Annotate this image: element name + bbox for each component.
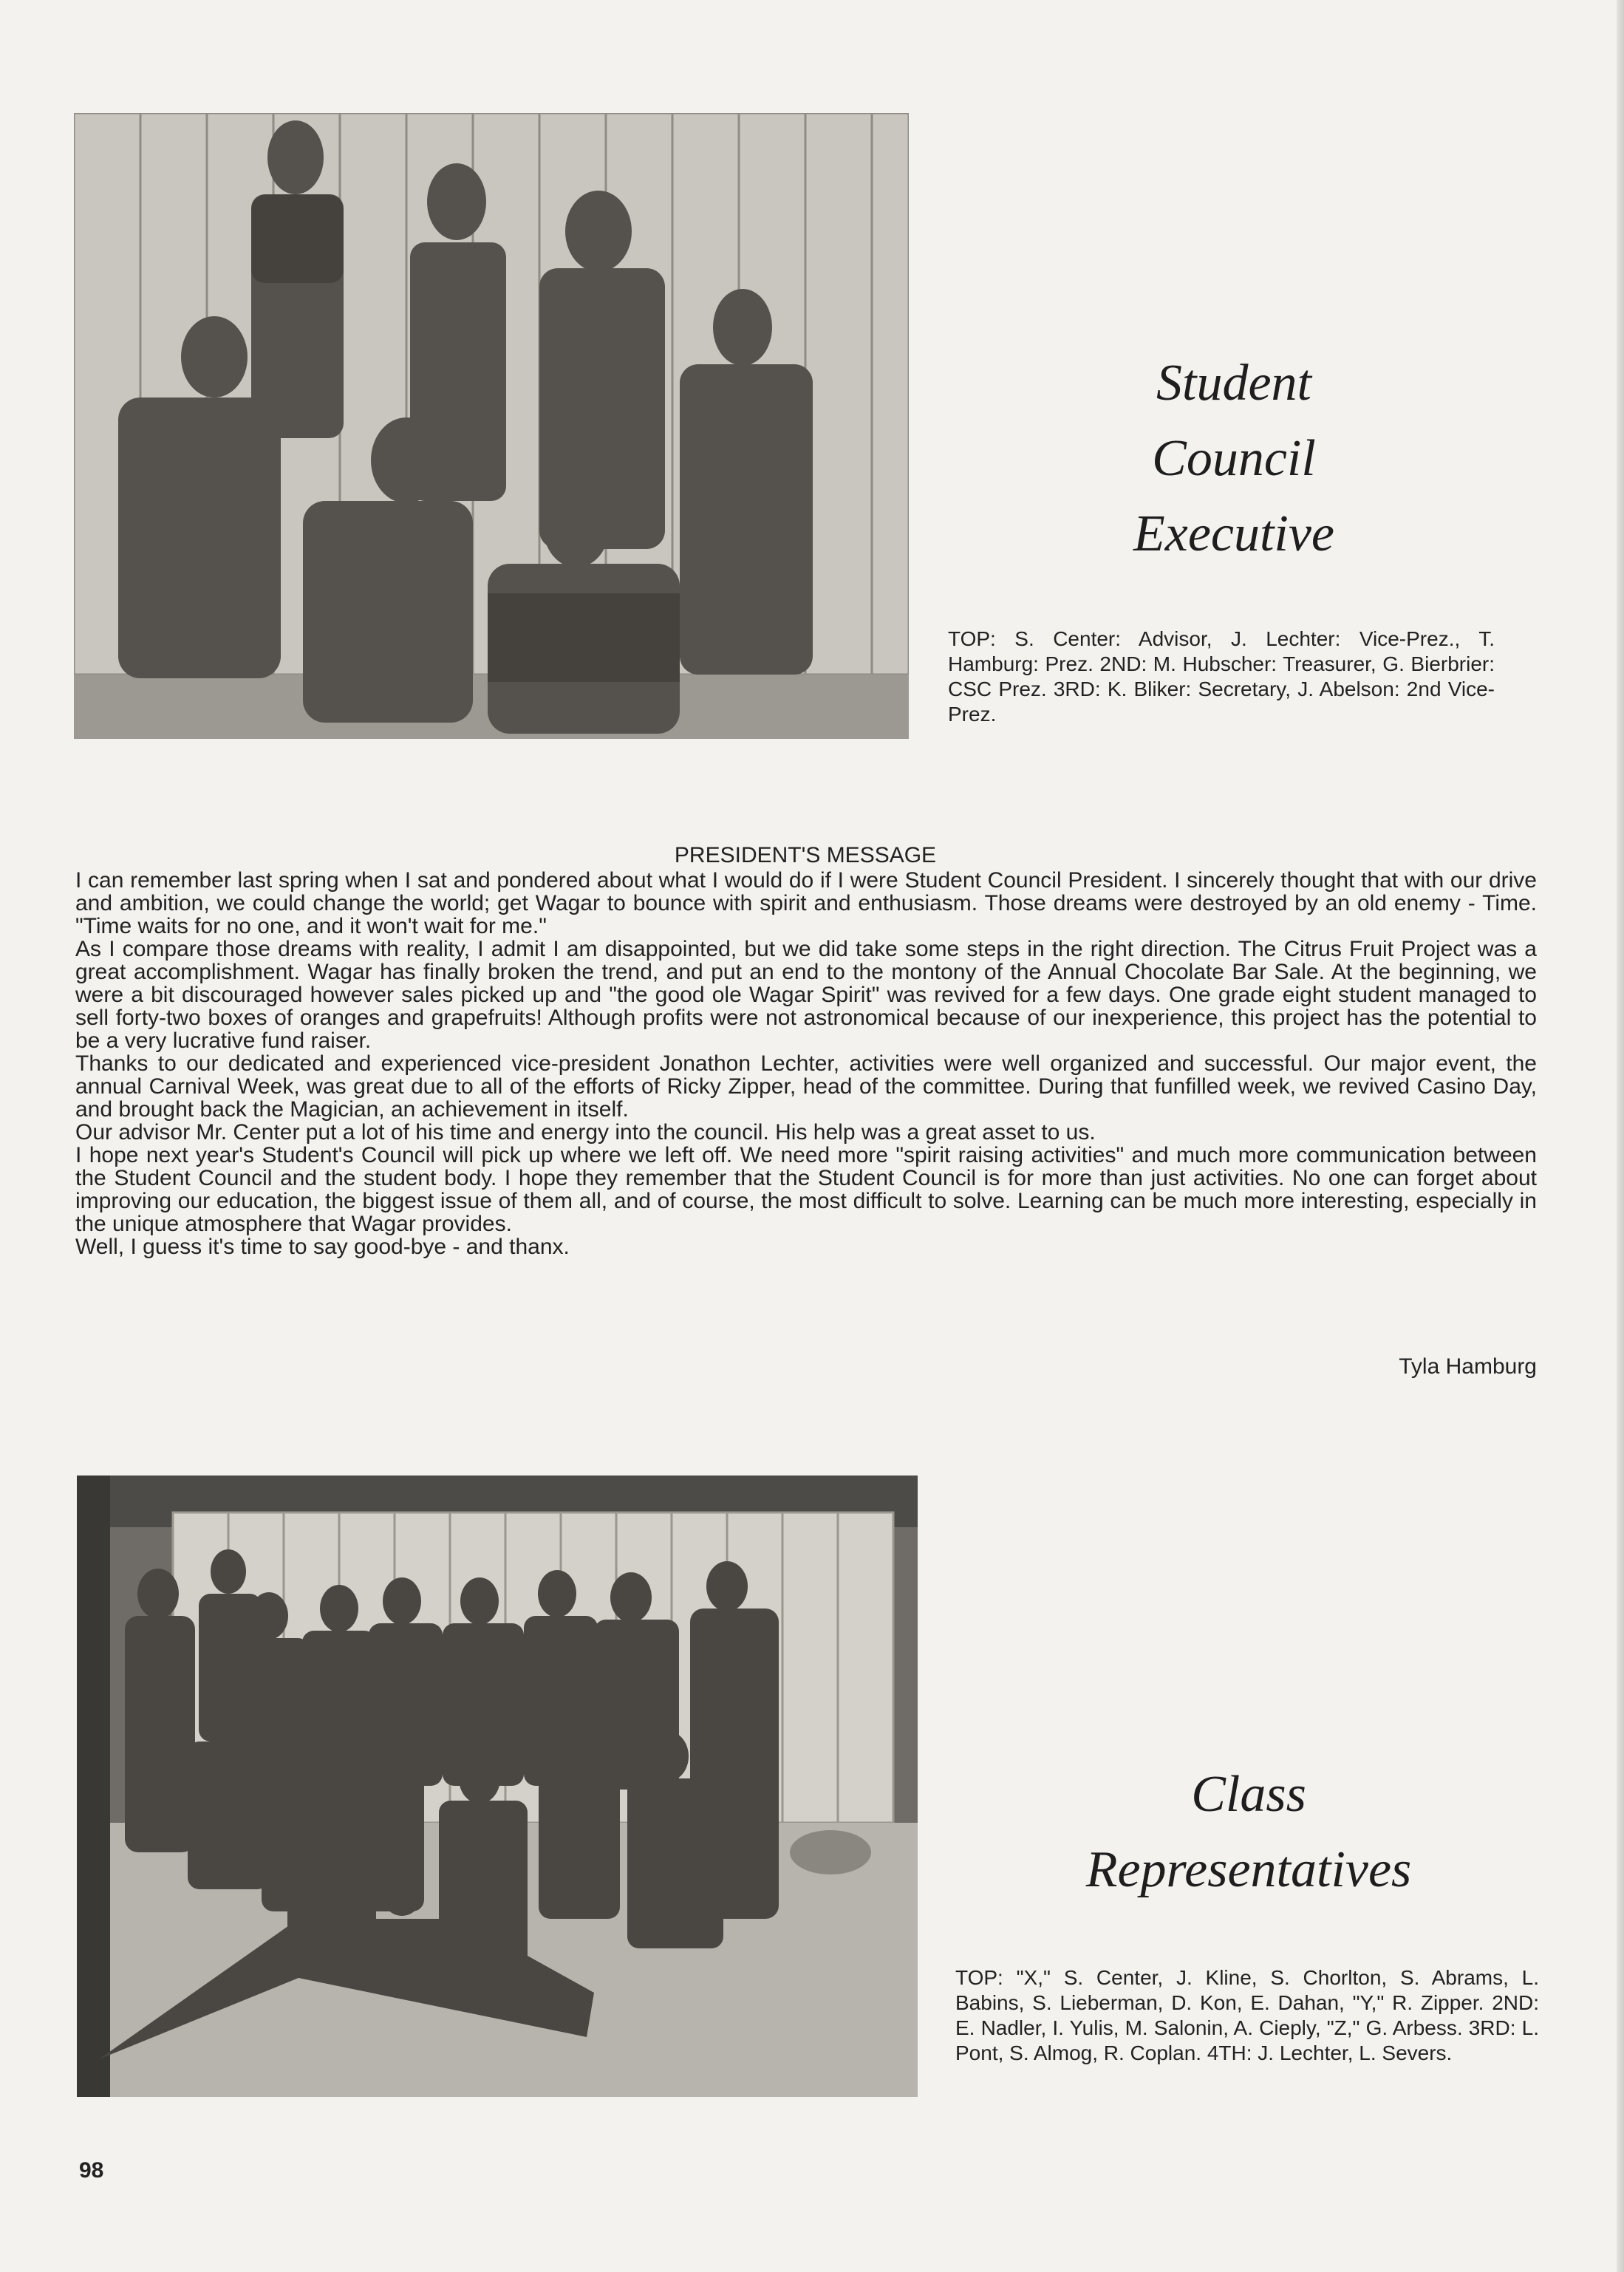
- heading-line: Executive: [1133, 505, 1334, 562]
- message-paragraph: I can remember last spring when I sat and pondered about what I would do if I were Student Council President. I sincerely thought that with our drive and ambition, we could change the world; get Wagar to bounce with spirit and enthusiasm. Those dreams were destroyed by an old enemy - Time. "Time waits for no one, and it won't wait for me.": [75, 868, 1537, 938]
- message-paragraph: Well, I guess it's time to say good-bye - and thanx.: [75, 1235, 570, 1259]
- presidents-message-title: PRESIDENT'S MESSAGE: [674, 843, 937, 867]
- message-paragraph: As I compare those dreams with reality, I admit I am disappointed, but we did take some steps in the right direction. The Citrus Fruit Project was a great accomplishment. Wagar has finally broken the trend, and put an end to the montony of the Annual Chocolate Bar Sale. At the beginning, we were a bit discouraged however sales picked up and "the good ole Wagar Spirit" was revived for a few days. One grade eight student managed to sell forty-two boxes of oranges and grapefruits! Although profits were not astronomical because of our inexperience, this project has the potential to be a very lucrative fund raiser.: [75, 937, 1537, 1053]
- page-edge: [1617, 0, 1624, 2272]
- heading-line: Council: [1152, 430, 1316, 487]
- presidents-message-body: [75, 869, 1537, 1258]
- class-representatives-heading: [1012, 1757, 1485, 1908]
- message-paragraph: Thanks to our dedicated and experienced vice-president Jonathon Lechter, activities were well organized and successful. Our major event, the annual Carnival Week, was great due to all of the efforts of Ricky Zipper, head of the committee. During that funfilled week, we revived Casino Day, and brought back the Magician, an achievement in itself.: [75, 1051, 1537, 1122]
- heading-line: Class: [1191, 1766, 1306, 1823]
- heading-line: Representatives: [1085, 1841, 1412, 1898]
- message-signature: Tyla Hamburg: [1399, 1354, 1537, 1379]
- student-council-caption: TOP: S. Center: Advisor, J. Lechter: Vice-Prez., T. Hamburg: Prez. 2ND: M. Hubscher: Treasurer, G. Bierbrier: CSC Prez. 3RD: K. Bliker: Secretary, J. Abelson: 2nd Vice-Prez.: [948, 627, 1495, 726]
- page-number: 98: [79, 2158, 104, 2183]
- heading-line: Student: [1156, 355, 1311, 412]
- student-council-photo: [74, 113, 909, 739]
- message-paragraph: Our advisor Mr. Center put a lot of his time and energy into the council. His help was a great asset to us.: [75, 1120, 1096, 1144]
- message-paragraph: I hope next year's Student's Council will pick up where we left off. We need more "spirit raising activities" and much more communication between the Student Council and the student body. I hope they remember that the Student Council is for more than just activities. No one can forget about improving our education, the biggest issue of them all, and of course, the most difficult to solve. Learning can be much more interesting, especially in the unique atmosphere that Wagar provides.: [75, 1143, 1537, 1236]
- class-representatives-caption: TOP: "X," S. Center, J. Kline, S. Chorlton, S. Abrams, L. Babins, S. Lieberman, D. Kon, E. Dahan, "Y," R. Zipper. 2ND: E. Nadler, I. Yulis, M. Salonin, A. Cieply, "Z," G. Arbess. 3RD: L. Pont, S. Almog, R. Coplan. 4TH: J. Lechter, L. Severs.: [955, 1966, 1539, 2064]
- student-council-heading: [1020, 346, 1448, 572]
- class-representatives-photo: [77, 1476, 918, 2097]
